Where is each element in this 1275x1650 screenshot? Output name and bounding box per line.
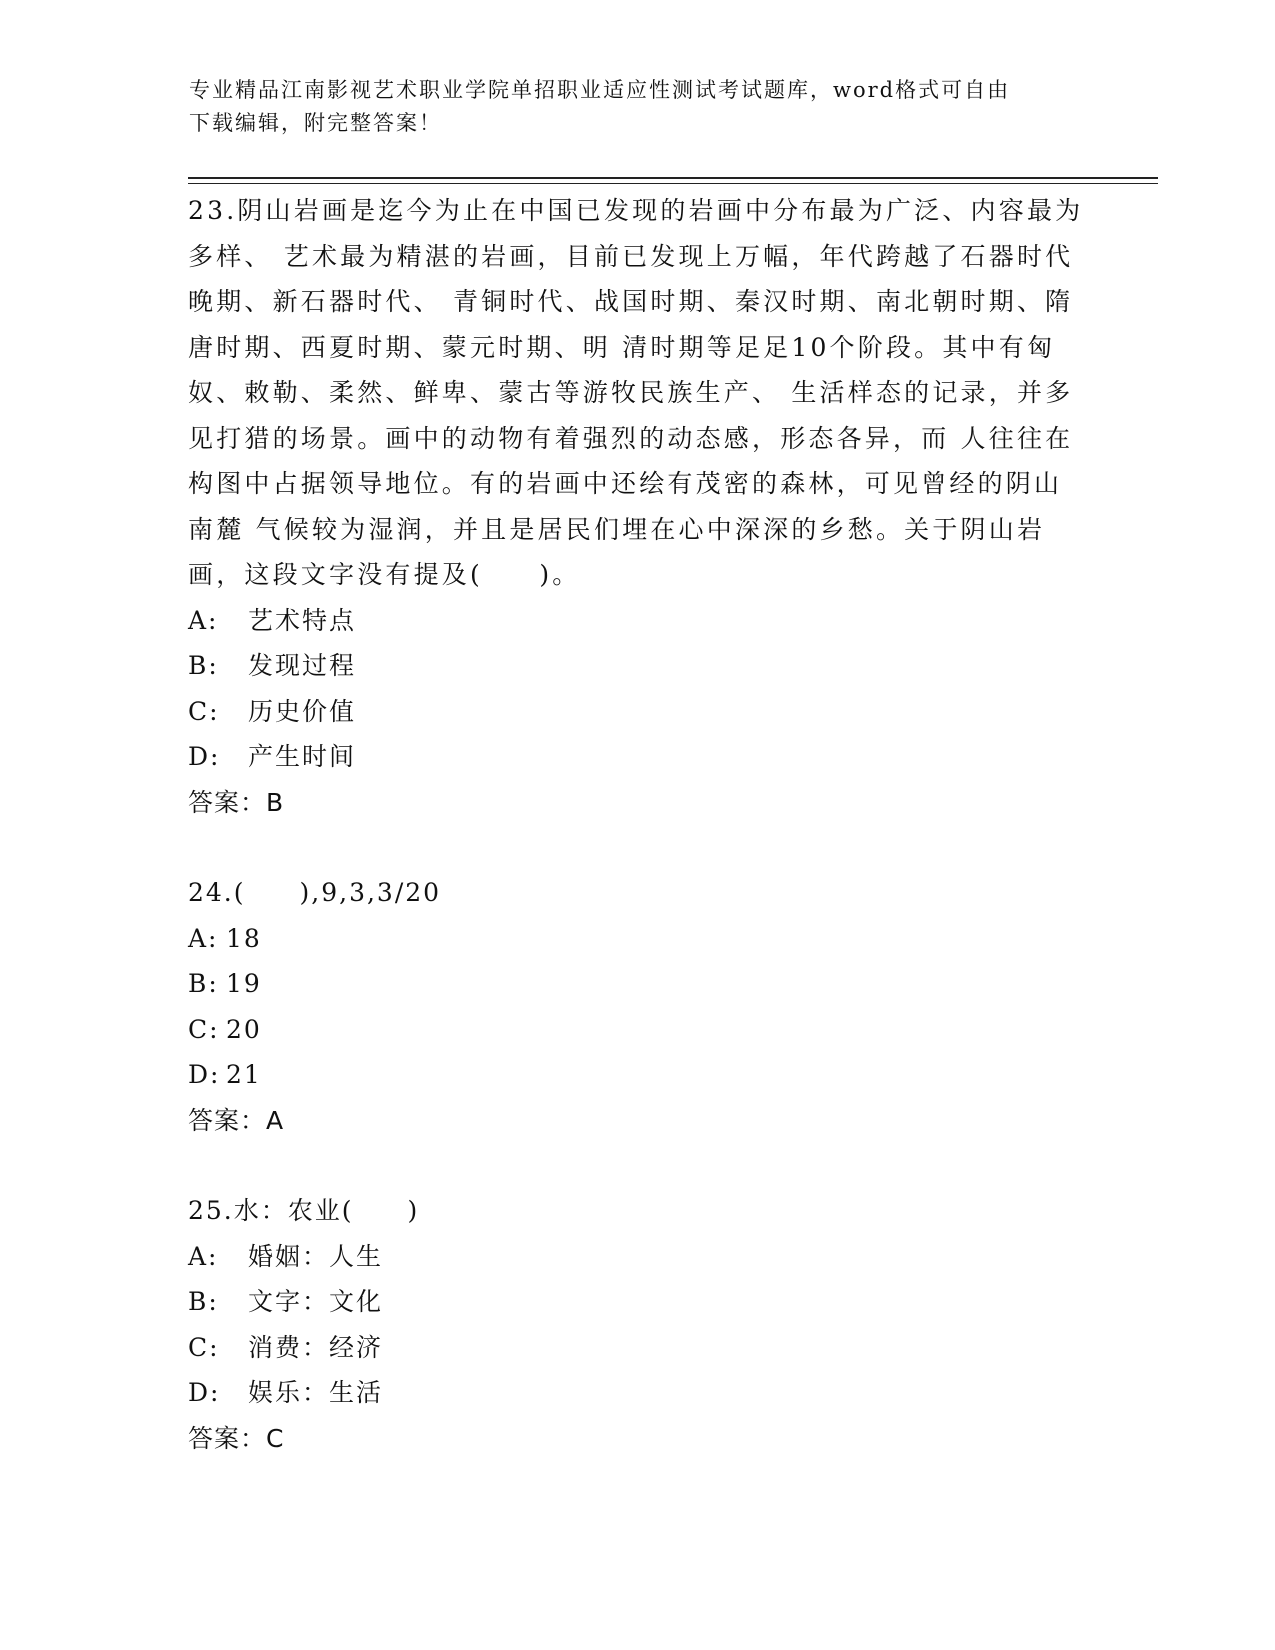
option-key: B: <box>188 969 219 998</box>
question-25 <box>188 1188 1088 1461</box>
option-b <box>188 961 1088 1007</box>
option-key: A: <box>188 923 219 953</box>
option-text: 婚姻：人生 <box>248 1241 384 1271</box>
answer-line: 答案：C <box>188 1423 285 1453</box>
question-stem: 25.水：农业( ) <box>188 1196 420 1225</box>
option-c <box>188 689 1088 735</box>
question-stem: 23.阴山岩画是迄今为止在中国已发现的岩画中分布最为广泛、内容最为多样、 艺术最为精湛的岩画，目前已发现上万幅，年代跨越了石器时代晚期、新石器时代、 青铜时代、战国时期、秦汉时期、南北朝时期、隋唐时期、西夏时期、蒙元时期、明 清时期等足足10个阶段。其中有匈奴、敕勒、柔然、鲜卑、蒙古等游牧民族生产、 生活样态的记录，并多见打猎的场景。画中的动物有着强烈的动态感，形态各异，而 人往往在构图中占据领导地位。有的岩画中还绘有茂密的森林，可见曾经的阴山南麓 气候较为湿润，并且是居民们埋在心中深深的乡愁。关于阴山岩画，这段文字没有提及( )。 <box>188 196 1084 589</box>
option-text: 18 <box>226 923 262 953</box>
option-text: 娱乐：生活 <box>248 1378 384 1407</box>
question-24 <box>188 870 1088 1143</box>
option-key: B: <box>188 1287 219 1316</box>
option-key: C: <box>188 1332 220 1362</box>
option-text: 消费：经济 <box>248 1332 384 1362</box>
header-line-2: 下载编辑，附完整答案！ <box>189 111 442 135</box>
document-header <box>189 74 1089 140</box>
option-d <box>188 734 1088 780</box>
option-text: 21 <box>226 1060 262 1089</box>
option-key: D: <box>188 742 221 771</box>
option-a <box>188 598 1088 644</box>
spacer <box>188 825 1088 870</box>
option-key: D: <box>188 1060 221 1089</box>
option-c <box>188 1325 1088 1371</box>
header-rule-thin <box>188 183 1158 184</box>
header-line-1: 专业精品江南影视艺术职业学院单招职业适应性测试考试题库，word格式可自由 <box>189 78 1011 102</box>
option-key: C: <box>188 696 220 726</box>
spacer <box>188 1143 1088 1188</box>
option-a <box>188 1234 1088 1280</box>
option-text: 发现过程 <box>248 651 357 680</box>
option-text: 艺术特点 <box>248 605 357 635</box>
question-list <box>188 188 1088 1461</box>
option-text: 历史价值 <box>248 696 357 726</box>
option-d <box>188 1370 1088 1416</box>
option-a <box>188 916 1088 962</box>
option-key: A: <box>188 605 219 635</box>
option-c <box>188 1007 1088 1053</box>
header-rule-thick <box>188 177 1158 179</box>
option-text: 文字：文化 <box>248 1287 384 1316</box>
option-text: 产生时间 <box>248 742 357 771</box>
option-d <box>188 1052 1088 1098</box>
option-key: A: <box>188 1241 219 1271</box>
question-stem: 24.( ),9,3,3/20 <box>188 878 442 907</box>
answer-line: 答案：A <box>188 1105 285 1135</box>
option-text: 19 <box>226 969 262 998</box>
answer-line: 答案：B <box>188 787 285 817</box>
option-b <box>188 643 1088 689</box>
option-text: 20 <box>226 1014 262 1044</box>
option-b <box>188 1279 1088 1325</box>
option-key: B: <box>188 651 219 680</box>
option-key: C: <box>188 1014 220 1044</box>
option-key: D: <box>188 1378 221 1407</box>
question-23 <box>188 188 1088 825</box>
